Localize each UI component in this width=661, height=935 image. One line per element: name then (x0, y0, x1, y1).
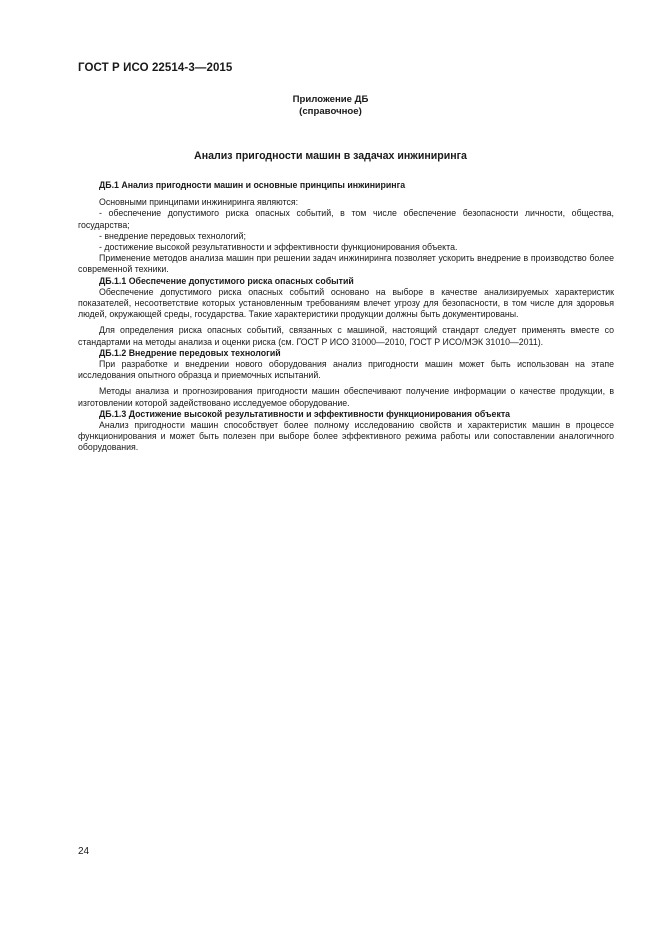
paragraph: Методы анализа и прогнозирования пригодности машин обеспечивают получение информации о качестве продукции, в изготовлении которой задействовано исследуемое оборудование. (78, 386, 614, 408)
paragraph: Применение методов анализа машин при решении задач инжиниринга позволяет ускорить внедрение в производство более современной техники. (78, 253, 614, 275)
paragraph: Для определения риска опасных событий, связанных с машиной, настоящий стандарт следует применять вместе со стандартами на методы анализа и оценки риска (см. ГОСТ Р ИСО 31000—2010, ГОСТ Р ИСО/МЭК 31010—2011). (78, 325, 614, 347)
paragraph: Обеспечение допустимого риска опасных событий основано на выборе в качестве анализируемых характеристик показателей, несоответствие которых установленным требованиям влечет угрозу для безопасности, в том числе для здоровья людей, окружающей среды, государства. Такие характеристики продукции должны быть документированы. (78, 286, 614, 320)
section-heading-db12: ДБ.1.2 Внедрение передовых технологий (99, 347, 281, 358)
section-heading-db1: ДБ.1 Анализ пригодности машин и основные принципы инжиниринга (99, 180, 406, 190)
body-text (78, 180, 614, 454)
appendix-heading (0, 94, 661, 118)
main-title: Анализ пригодности машин в задачах инжиниринга (194, 150, 467, 162)
list-item: - обеспечение допустимого риска опасных событий, в том числе обеспечение безопасности личности, общества, государства; (78, 208, 614, 230)
section-heading-db13: ДБ.1.3 Достижение высокой результативности и эффективности функционирования объекта (99, 408, 511, 419)
paragraph: Основными принципами инжиниринга являются: (99, 197, 299, 208)
page-number: 24 (78, 846, 90, 857)
list-item: - внедрение передовых технологий; (99, 230, 246, 241)
paragraph: Анализ пригодности машин способствует более полному исследованию свойств и характеристик машин в процессе функционирования и может быть полезен при выборе более эффективного режима работы или сопоставлении аналогичного оборудования. (78, 420, 614, 453)
document-header: ГОСТ Р ИСО 22514-3—2015 (78, 62, 233, 74)
list-item: - достижение высокой результативности и эффективности функционирования объекта. (99, 242, 458, 253)
paragraph: При разработке и внедрении нового оборудования анализ пригодности машин может быть использован на этапе исследования опытного образца и приемочных испытаний. (78, 359, 614, 381)
appendix-subtitle: (справочное) (299, 106, 362, 117)
appendix-title: Приложение ДБ (292, 94, 369, 105)
section-heading-db11: ДБ.1.1 Обеспечение допустимого риска опасных событий (99, 275, 354, 286)
